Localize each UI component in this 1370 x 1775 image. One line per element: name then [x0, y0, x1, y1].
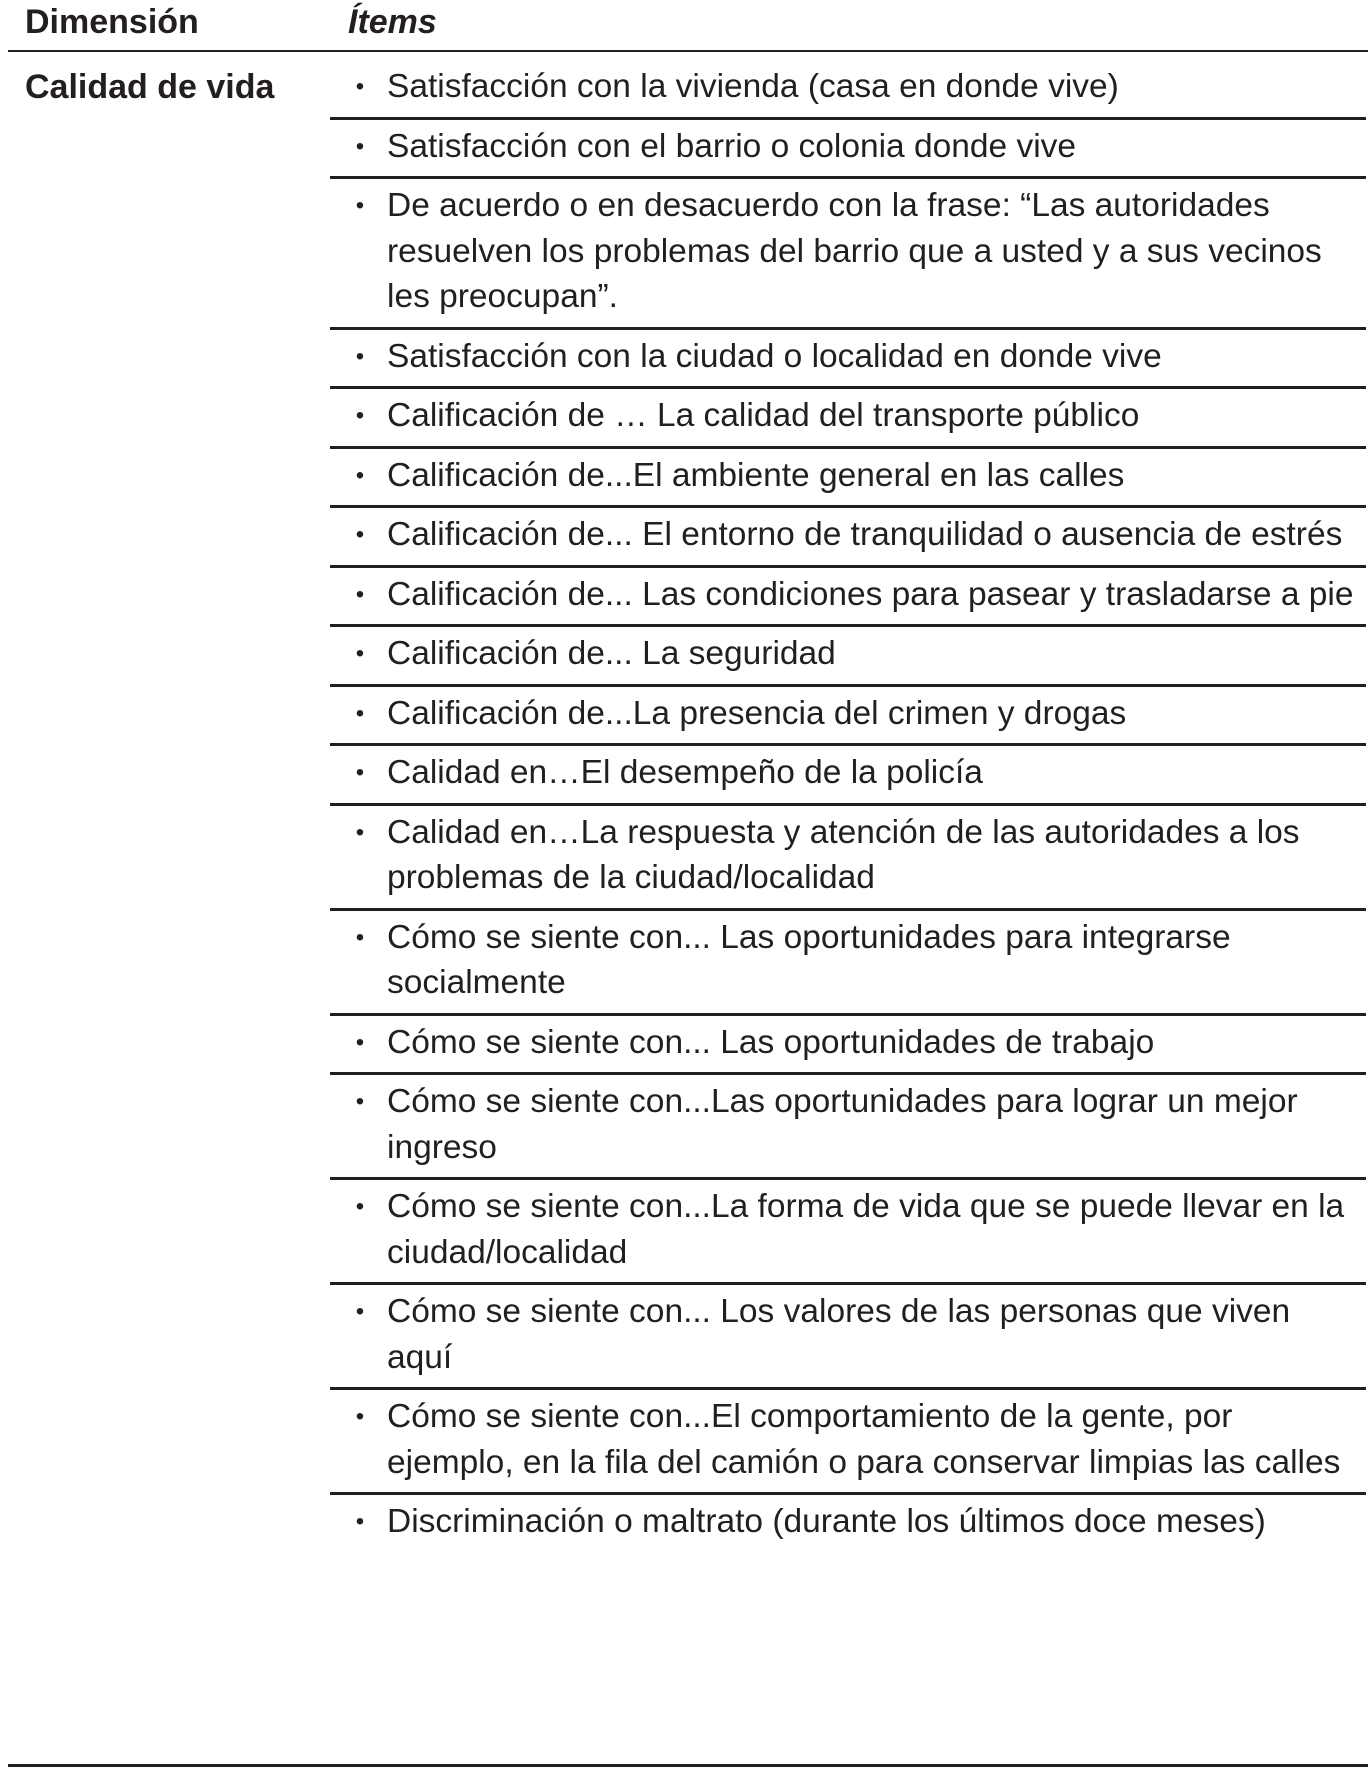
item-text: Calidad en…El desempeño de la policía [387, 754, 983, 791]
table-header [8, 0, 1368, 52]
bullet-icon: • [355, 1298, 365, 1325]
bullet-icon: • [355, 1403, 365, 1430]
bullet-icon: • [355, 1193, 365, 1220]
bullet-icon: • [355, 580, 365, 608]
bullet-icon: • [355, 1088, 365, 1115]
item-text: Calificación de... Las condiciones para pasear y trasladarse a pie [387, 575, 1354, 613]
list-item [330, 449, 1366, 509]
item-text: Cómo se siente con...El comportamiento de la gente, por ejemplo, en la fila del camión o para conservar limpias las calles [387, 1398, 1341, 1481]
item-text: Discriminación o maltrato (durante los últimos doce meses) [387, 1503, 1266, 1540]
list-item [330, 508, 1366, 568]
header-items: Ítems [348, 3, 437, 41]
item-text: Cómo se siente con...Las oportunidades para lograr un mejor ingreso [387, 1083, 1298, 1166]
item-text: Cómo se siente con... Las oportunidades para integrarse socialmente [387, 918, 1231, 1001]
item-text: De acuerdo o en desacuerdo con la frase: “Las autoridades resuelven los problemas del barrio que a usted y a sus vecinos les preocupan”. [387, 187, 1322, 315]
bullet-icon: • [355, 818, 365, 846]
list-item [330, 1075, 1366, 1180]
list-item [330, 179, 1366, 330]
list-item [330, 330, 1366, 390]
bullet-icon: • [355, 1028, 365, 1056]
item-text: Calificación de...La presencia del crimen y drogas [387, 694, 1127, 732]
dimension-calidad-de-vida: Calidad de vida [25, 68, 275, 106]
item-text: Calificación de … La calidad del transporte público [387, 397, 1140, 434]
item-text: Cómo se siente con... Los valores de las personas que viven aquí [387, 1293, 1291, 1376]
list-item [330, 806, 1366, 911]
list-item [330, 1180, 1366, 1285]
item-text: Calificación de... La seguridad [387, 635, 836, 672]
item-text: Cómo se siente con...La forma de vida que se puede llevar en la ciudad/localidad [387, 1188, 1345, 1271]
item-text: Calidad en…La respuesta y atención de las autoridades a los problemas de la ciudad/localidad [387, 813, 1300, 896]
bullet-icon: • [355, 342, 365, 370]
item-text: Satisfacción con el barrio o colonia donde vive [387, 127, 1077, 165]
bullet-icon: • [355, 461, 365, 489]
items-list [330, 60, 1366, 1552]
list-item [330, 911, 1366, 1016]
bullet-icon: • [355, 73, 365, 100]
bullet-icon: • [355, 640, 365, 667]
list-item [330, 1016, 1366, 1076]
list-item [330, 1285, 1366, 1390]
item-text: Satisfacción con la vivienda (casa en donde vive) [387, 68, 1119, 105]
item-text: Satisfacción con la ciudad o localidad en donde vive [387, 337, 1162, 375]
bullet-icon: • [355, 759, 365, 786]
item-text: Calificación de...El ambiente general en las calles [387, 456, 1125, 494]
item-text: Cómo se siente con... Las oportunidades de trabajo [387, 1023, 1155, 1061]
list-item [330, 687, 1366, 747]
bullet-icon: • [355, 521, 365, 548]
list-item [330, 746, 1366, 806]
list-item [330, 389, 1366, 449]
bullet-icon: • [355, 1508, 365, 1535]
list-item [330, 60, 1366, 120]
list-item [330, 568, 1366, 628]
bullet-icon: • [355, 402, 365, 429]
bullet-icon: • [355, 923, 365, 951]
table-bottom-rule [8, 1764, 1368, 1767]
bullet-icon: • [355, 699, 365, 727]
list-item [330, 1495, 1366, 1552]
list-item [330, 627, 1366, 687]
bullet-icon: • [355, 192, 365, 219]
list-item [330, 1390, 1366, 1495]
bullet-icon: • [355, 132, 365, 160]
item-text: Calificación de... El entorno de tranquilidad o ausencia de estrés [387, 516, 1343, 553]
header-dimension: Dimensión [25, 3, 199, 41]
list-item [330, 120, 1366, 180]
